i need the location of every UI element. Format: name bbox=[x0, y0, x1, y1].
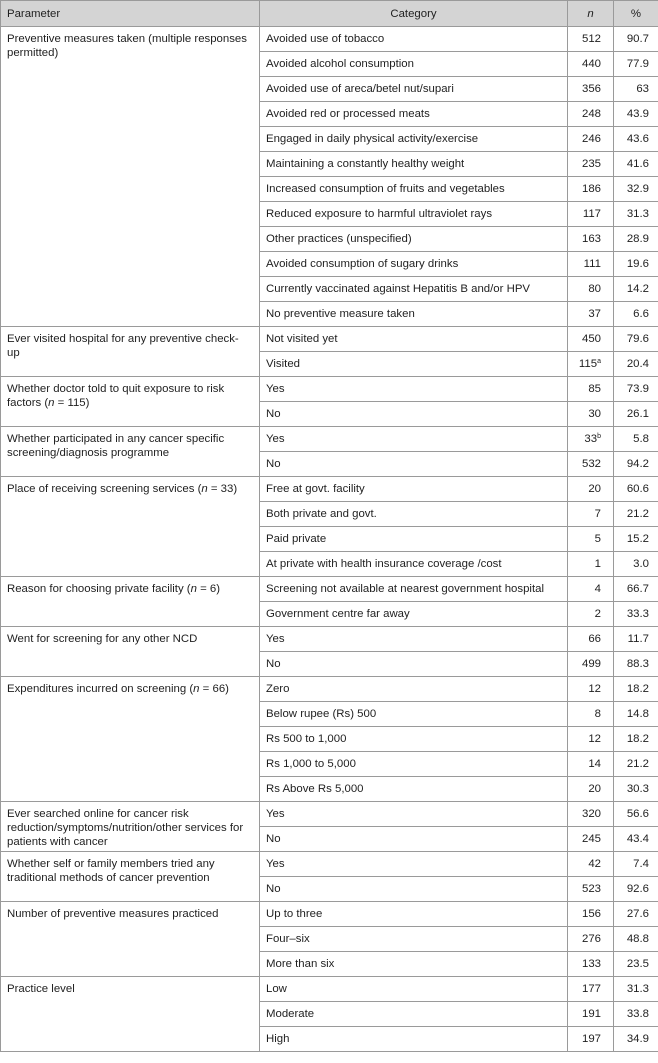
table-row bbox=[1, 902, 658, 927]
count-value: 156 bbox=[581, 908, 601, 920]
count-cell bbox=[568, 677, 614, 702]
parameter-cell bbox=[1, 977, 260, 1052]
category-cell: Rs Above Rs 5,000 bbox=[260, 777, 568, 802]
count-cell bbox=[568, 627, 614, 652]
percent-cell: 5.8 bbox=[614, 427, 658, 452]
percent-cell: 27.6 bbox=[614, 902, 658, 927]
parameter-text: n bbox=[190, 583, 197, 595]
count-value: 276 bbox=[581, 933, 601, 945]
count-value: 20 bbox=[588, 483, 601, 495]
count-value: 4 bbox=[594, 583, 601, 595]
category-cell: Yes bbox=[260, 427, 568, 452]
percent-cell: 11.7 bbox=[614, 627, 658, 652]
parameter-text: Went for screening for any other NCD bbox=[7, 633, 198, 645]
category-cell: Engaged in daily physical activity/exercise bbox=[260, 127, 568, 152]
parameter-text: Whether participated in any cancer specific screening/diagnosis programme bbox=[7, 433, 225, 459]
parameter-text: = 115) bbox=[54, 397, 90, 409]
table-row bbox=[1, 327, 658, 352]
category-cell: At private with health insurance coverage /cost bbox=[260, 552, 568, 577]
table-row bbox=[1, 427, 658, 452]
count-value: 80 bbox=[588, 283, 601, 295]
parameter-text: Reason for choosing private facility ( bbox=[7, 583, 191, 595]
percent-cell: 6.6 bbox=[614, 302, 658, 327]
header-row bbox=[1, 1, 658, 27]
table-row bbox=[1, 377, 658, 402]
percent-cell: 73.9 bbox=[614, 377, 658, 402]
percent-cell: 60.6 bbox=[614, 477, 658, 502]
count-cell bbox=[568, 552, 614, 577]
parameter-cell bbox=[1, 327, 260, 377]
count-cell bbox=[568, 152, 614, 177]
parameter-text: n bbox=[193, 683, 200, 695]
percent-cell: 31.3 bbox=[614, 202, 658, 227]
table-row bbox=[1, 577, 658, 602]
count-value: 42 bbox=[588, 858, 601, 870]
count-value: 248 bbox=[581, 108, 601, 120]
percent-cell: 79.6 bbox=[614, 327, 658, 352]
table-body bbox=[1, 27, 658, 1052]
percent-cell: 90.7 bbox=[614, 27, 658, 52]
category-cell: Below rupee (Rs) 500 bbox=[260, 702, 568, 727]
count-cell bbox=[568, 202, 614, 227]
parameter-cell bbox=[1, 902, 260, 977]
count-value: 177 bbox=[581, 983, 601, 995]
count-value: 356 bbox=[581, 83, 601, 95]
category-cell: No bbox=[260, 452, 568, 477]
parameter-text: Expenditures incurred on screening ( bbox=[7, 683, 194, 695]
percent-cell: 21.2 bbox=[614, 752, 658, 777]
count-cell bbox=[568, 227, 614, 252]
count-cell bbox=[568, 1027, 614, 1052]
count-cell bbox=[568, 127, 614, 152]
count-cell bbox=[568, 802, 614, 827]
percent-cell: 15.2 bbox=[614, 527, 658, 552]
count-cell bbox=[568, 877, 614, 902]
category-cell: Reduced exposure to harmful ultraviolet rays bbox=[260, 202, 568, 227]
percent-cell: 94.2 bbox=[614, 452, 658, 477]
percent-cell: 92.6 bbox=[614, 877, 658, 902]
parameter-cell bbox=[1, 377, 260, 427]
parameter-cell bbox=[1, 27, 260, 327]
count-value: 14 bbox=[588, 758, 601, 770]
count-cell bbox=[568, 652, 614, 677]
count-cell bbox=[568, 477, 614, 502]
category-cell: Yes bbox=[260, 377, 568, 402]
parameter-cell bbox=[1, 677, 260, 802]
percent-cell: 26.1 bbox=[614, 402, 658, 427]
percent-cell: 23.5 bbox=[614, 952, 658, 977]
category-cell: Yes bbox=[260, 627, 568, 652]
parameter-text: Whether self or family members tried any traditional methods of cancer prevention bbox=[7, 858, 215, 884]
percent-cell: 14.8 bbox=[614, 702, 658, 727]
count-cell bbox=[568, 27, 614, 52]
count-cell bbox=[568, 727, 614, 752]
count-value: 117 bbox=[582, 208, 601, 220]
percent-cell: 34.9 bbox=[614, 1027, 658, 1052]
parameter-text: n bbox=[201, 483, 208, 495]
percent-cell: 32.9 bbox=[614, 177, 658, 202]
count-value: 197 bbox=[581, 1033, 601, 1045]
count-value: 191 bbox=[581, 1008, 601, 1020]
footnote-marker: b bbox=[597, 433, 601, 440]
percent-cell: 18.2 bbox=[614, 727, 658, 752]
category-cell: Avoided alcohol consumption bbox=[260, 52, 568, 77]
percent-cell: 63 bbox=[614, 77, 658, 102]
header-percent: % bbox=[614, 1, 658, 27]
category-cell: Four–six bbox=[260, 927, 568, 952]
percent-cell: 43.4 bbox=[614, 827, 658, 852]
percent-cell: 21.2 bbox=[614, 502, 658, 527]
percent-cell: 66.7 bbox=[614, 577, 658, 602]
count-value: 85 bbox=[588, 383, 601, 395]
count-value: 133 bbox=[581, 958, 601, 970]
percent-cell: 14.2 bbox=[614, 277, 658, 302]
category-cell: Avoided red or processed meats bbox=[260, 102, 568, 127]
parameter-text: Whether doctor told to quit exposure to risk factors ( bbox=[7, 383, 225, 409]
category-cell: Yes bbox=[260, 802, 568, 827]
count-cell bbox=[568, 302, 614, 327]
count-cell bbox=[568, 577, 614, 602]
count-cell bbox=[568, 327, 614, 352]
percent-cell: 28.9 bbox=[614, 227, 658, 252]
count-cell bbox=[568, 852, 614, 877]
count-value: 532 bbox=[581, 458, 601, 470]
parameter-cell bbox=[1, 627, 260, 677]
count-cell bbox=[568, 277, 614, 302]
percent-cell: 33.3 bbox=[614, 602, 658, 627]
count-value: 33 bbox=[584, 433, 598, 445]
parameter-text: Number of preventive measures practiced bbox=[7, 908, 219, 920]
category-cell: No bbox=[260, 877, 568, 902]
category-cell: Free at govt. facility bbox=[260, 477, 568, 502]
count-cell bbox=[568, 927, 614, 952]
count-value: 12 bbox=[588, 683, 601, 695]
count-value: 440 bbox=[581, 58, 601, 70]
category-cell: Zero bbox=[260, 677, 568, 702]
category-cell: More than six bbox=[260, 952, 568, 977]
count-value: 20 bbox=[588, 783, 601, 795]
parameter-cell bbox=[1, 852, 260, 902]
count-cell bbox=[568, 52, 614, 77]
parameter-text: Practice level bbox=[7, 983, 75, 995]
count-value: 37 bbox=[588, 308, 601, 320]
count-cell bbox=[568, 952, 614, 977]
percent-cell: 30.3 bbox=[614, 777, 658, 802]
count-cell bbox=[568, 1002, 614, 1027]
count-value: 512 bbox=[581, 33, 601, 45]
percent-cell: 19.6 bbox=[614, 252, 658, 277]
count-value: 115 bbox=[578, 358, 598, 370]
percent-cell: 3.0 bbox=[614, 552, 658, 577]
percent-cell: 18.2 bbox=[614, 677, 658, 702]
table-row bbox=[1, 477, 658, 502]
count-value: 235 bbox=[581, 158, 601, 170]
percent-cell: 88.3 bbox=[614, 652, 658, 677]
table-row bbox=[1, 802, 658, 827]
count-cell bbox=[568, 977, 614, 1002]
count-cell bbox=[568, 777, 614, 802]
count-cell bbox=[568, 827, 614, 852]
header-parameter: Parameter bbox=[1, 1, 260, 27]
percent-cell: 48.8 bbox=[614, 927, 658, 952]
parameter-cell bbox=[1, 577, 260, 627]
footnote-marker: a bbox=[597, 358, 601, 365]
count-cell bbox=[568, 177, 614, 202]
count-cell bbox=[568, 377, 614, 402]
category-cell: High bbox=[260, 1027, 568, 1052]
category-cell: Low bbox=[260, 977, 568, 1002]
count-cell bbox=[568, 527, 614, 552]
percent-cell: 43.9 bbox=[614, 102, 658, 127]
category-cell: Avoided consumption of sugary drinks bbox=[260, 252, 568, 277]
count-value: 1 bbox=[594, 558, 601, 570]
category-cell: Yes bbox=[260, 852, 568, 877]
parameter-text: Preventive measures taken (multiple responses permitted) bbox=[7, 33, 247, 59]
count-value: 450 bbox=[581, 333, 601, 345]
parameter-text: n bbox=[48, 397, 55, 409]
parameter-text: Place of receiving screening services ( bbox=[7, 483, 202, 495]
count-value: 2 bbox=[594, 608, 601, 620]
parameter-text: Ever visited hospital for any preventive check-up bbox=[7, 333, 239, 359]
category-cell: Screening not available at nearest government hospital bbox=[260, 577, 568, 602]
category-cell: No preventive measure taken bbox=[260, 302, 568, 327]
count-value: 111 bbox=[583, 258, 601, 270]
count-cell bbox=[568, 602, 614, 627]
count-cell bbox=[568, 502, 614, 527]
category-cell: Rs 1,000 to 5,000 bbox=[260, 752, 568, 777]
percent-cell: 31.3 bbox=[614, 977, 658, 1002]
count-value: 246 bbox=[581, 133, 601, 145]
parameter-text: = 66) bbox=[199, 683, 229, 695]
category-cell: No bbox=[260, 652, 568, 677]
category-cell: Paid private bbox=[260, 527, 568, 552]
count-value: 7 bbox=[594, 508, 601, 520]
parameter-cell bbox=[1, 427, 260, 477]
percent-cell: 20.4 bbox=[614, 352, 658, 377]
category-cell: Other practices (unspecified) bbox=[260, 227, 568, 252]
count-value: 245 bbox=[581, 833, 601, 845]
percent-cell: 43.6 bbox=[614, 127, 658, 152]
parameter-cell bbox=[1, 477, 260, 577]
percent-cell: 41.6 bbox=[614, 152, 658, 177]
table-row bbox=[1, 627, 658, 652]
count-cell bbox=[568, 252, 614, 277]
count-value: 186 bbox=[581, 183, 601, 195]
percent-cell: 7.4 bbox=[614, 852, 658, 877]
category-cell: Up to three bbox=[260, 902, 568, 927]
count-value: 8 bbox=[594, 708, 601, 720]
category-cell: Currently vaccinated against Hepatitis B and/or HPV bbox=[260, 277, 568, 302]
category-cell: Avoided use of tobacco bbox=[260, 27, 568, 52]
parameter-cell bbox=[1, 802, 260, 852]
count-value: 5 bbox=[594, 533, 601, 545]
count-value: 499 bbox=[581, 658, 601, 670]
category-cell: No bbox=[260, 827, 568, 852]
category-cell: Not visited yet bbox=[260, 327, 568, 352]
parameter-text: = 33) bbox=[207, 483, 238, 495]
percent-cell: 33.8 bbox=[614, 1002, 658, 1027]
count-cell bbox=[568, 102, 614, 127]
count-cell bbox=[568, 427, 614, 452]
count-value: 320 bbox=[581, 808, 601, 820]
count-value: 523 bbox=[581, 883, 601, 895]
parameter-text: Ever searched online for cancer risk reduction/symptoms/nutrition/other services for patients with cancer bbox=[7, 808, 244, 848]
percent-cell: 56.6 bbox=[614, 802, 658, 827]
category-cell: Government centre far away bbox=[260, 602, 568, 627]
count-value: 30 bbox=[588, 408, 601, 420]
category-cell: Rs 500 to 1,000 bbox=[260, 727, 568, 752]
category-cell: Increased consumption of fruits and vegetables bbox=[260, 177, 568, 202]
header-category: Category bbox=[260, 1, 568, 27]
category-cell: No bbox=[260, 402, 568, 427]
count-cell bbox=[568, 702, 614, 727]
header-n: n bbox=[568, 1, 614, 27]
count-cell bbox=[568, 902, 614, 927]
table-row bbox=[1, 977, 658, 1002]
category-cell: Both private and govt. bbox=[260, 502, 568, 527]
category-cell: Maintaining a constantly healthy weight bbox=[260, 152, 568, 177]
count-value: 12 bbox=[588, 733, 601, 745]
count-value: 66 bbox=[588, 633, 601, 645]
category-cell: Moderate bbox=[260, 1002, 568, 1027]
category-cell: Avoided use of areca/betel nut/supari bbox=[260, 77, 568, 102]
table-row bbox=[1, 677, 658, 702]
percent-cell: 77.9 bbox=[614, 52, 658, 77]
table-row bbox=[1, 852, 658, 877]
count-value: 163 bbox=[581, 233, 601, 245]
count-cell bbox=[568, 352, 614, 377]
category-cell: Visited bbox=[260, 352, 568, 377]
count-cell bbox=[568, 402, 614, 427]
parameter-text: = 6) bbox=[196, 583, 221, 595]
count-cell bbox=[568, 77, 614, 102]
count-cell bbox=[568, 452, 614, 477]
count-cell bbox=[568, 752, 614, 777]
table-row bbox=[1, 27, 658, 52]
